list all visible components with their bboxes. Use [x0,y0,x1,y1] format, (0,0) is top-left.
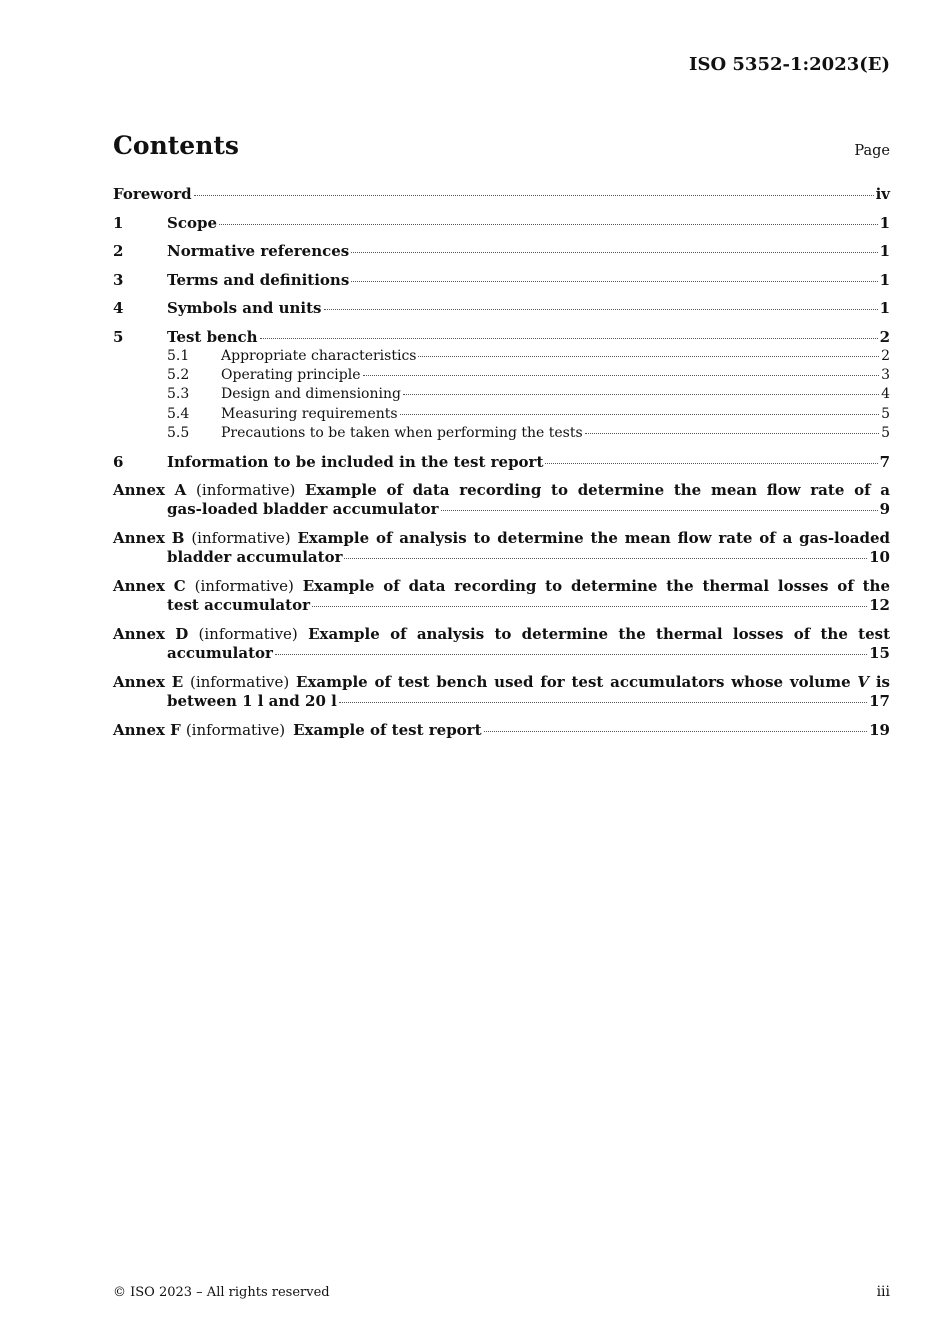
page-number: iii [876,1284,890,1300]
toc-entry-subclause-5-5[interactable] [113,424,890,443]
toc-entry-clause-4[interactable] [113,299,890,318]
annex-heading-line [113,577,890,597]
toc-title: Precautions to be taken when performing the tests [221,425,583,442]
toc-number: 3 [113,270,124,289]
dot-leader [275,654,867,655]
toc-page: 4 [881,386,890,403]
toc-number: 5.3 [167,386,190,403]
toc-entry-subclause-5-1[interactable] [113,347,890,366]
annex-label: Annex B [113,528,185,547]
annex-heading-line [113,721,890,741]
dot-leader [418,356,879,357]
copyright-notice: © ISO 2023 – All rights reserved [113,1285,330,1300]
toc-entry-clause-3[interactable] [113,271,890,290]
dot-leader [194,195,874,196]
annex-title: Example of test report [293,720,482,739]
toc-number: 5.5 [167,425,190,442]
toc-page: 2 [879,327,890,346]
toc-title: Scope [167,213,218,232]
toc-entry-subclause-5-4[interactable] [113,405,890,424]
toc-page: iv [875,185,890,203]
annex-heading-line [113,692,890,712]
toc-title: Appropriate characteristics [221,347,417,364]
toc-page: 15 [869,644,890,663]
dot-leader [219,224,878,225]
toc-page: 12 [869,596,890,615]
toc-entry-foreword[interactable] [113,185,890,204]
toc-entry-clause-1[interactable] [113,214,890,233]
dot-leader [351,252,877,253]
toc-number: 6 [113,452,124,471]
annex-title-continued: between 1 l and 20 l [167,692,337,711]
toc-entry-annex-e[interactable] [113,673,890,712]
toc-page: 17 [869,692,890,711]
toc-title: Symbols and units [167,299,322,317]
page-column-label: Page [854,143,890,159]
toc-title: Normative references [167,242,350,260]
annex-label: Annex C [113,576,186,595]
annex-title-continued: bladder accumulator [167,548,343,567]
annex-type: (informative) [191,528,291,547]
toc-title: Measuring requirements [221,405,398,422]
dot-leader [312,606,867,607]
annex-label: Annex E [113,672,184,691]
annex-type: (informative) [198,624,298,643]
annex-label: Annex D [113,624,189,643]
toc-title: Foreword [113,185,192,203]
toc-entry-annex-d[interactable] [113,625,890,664]
toc-number: 5.4 [167,405,190,422]
toc-entry-clause-6[interactable] [113,453,890,472]
annex-heading-line [113,481,890,501]
toc-page: 19 [869,720,890,739]
toc-number: 5 [113,327,124,346]
toc-page: 10 [869,548,890,567]
toc-entry-annex-b[interactable] [113,529,890,568]
toc-entry-clause-2[interactable] [113,242,890,261]
toc-number: 5.2 [167,366,190,383]
toc-number: 2 [113,242,124,260]
toc-page: 2 [881,347,890,364]
document-identifier: ISO 5352-1:2023(E) [689,54,890,75]
toc-page: 5 [881,405,890,422]
dot-leader [363,375,880,376]
toc-page: 9 [879,500,890,519]
toc-title: Design and dimensioning [221,386,401,403]
dot-leader [260,338,878,339]
toc-entry-annex-c[interactable] [113,577,890,616]
toc-number: 4 [113,299,124,317]
toc-page: 7 [879,452,890,471]
toc-page: 3 [881,366,890,383]
dot-leader [585,433,879,434]
toc-number: 5.1 [167,347,190,364]
annex-label: Annex A [113,480,187,499]
dot-leader [344,558,867,559]
annex-title: Example of test bench used for test accumulators whose volume [296,672,851,691]
annex-title: Example of data recording to determine the mean flow rate of a [305,480,890,499]
dot-leader [351,281,877,282]
annex-type: (informative) [189,672,290,691]
annex-heading-line [113,500,890,520]
toc-entry-subclause-5-3[interactable] [113,385,890,404]
toc-page: 1 [879,213,890,232]
annex-title-continued: accumulator [167,644,273,663]
toc-page: 5 [881,425,890,442]
volume-variable: V [857,672,870,691]
annex-heading-line [113,625,890,645]
annex-title-continued: gas-loaded bladder accumulator [167,500,439,519]
toc-entry-clause-5[interactable] [113,328,890,347]
annex-heading-line [113,673,890,693]
toc-title: Terms and definitions [167,270,350,289]
annex-type: (informative) [194,576,294,595]
table-of-contents [113,185,890,740]
toc-title: Test bench [167,327,258,346]
annex-title-suffix: is [875,672,890,691]
toc-entry-annex-f[interactable] [113,721,890,741]
annex-heading-line [113,596,890,616]
dot-leader [324,309,878,310]
annex-heading-line [113,644,890,664]
annex-heading-line [113,548,890,568]
annex-title: Example of analysis to determine the mean flow rate of a gas-loaded [297,528,890,547]
dot-leader [400,414,880,415]
toc-entry-annex-a[interactable] [113,481,890,520]
annex-title-continued: test accumulator [167,596,310,615]
toc-number: 1 [113,213,124,232]
contents-heading: Contents [113,131,240,160]
annex-title: Example of analysis to determine the thermal losses of the test [308,624,890,643]
annex-title: Example of data recording to determine the thermal losses of the [302,576,890,595]
annex-type: (informative) [196,480,296,499]
toc-page: 1 [879,242,890,260]
toc-title: Information to be included in the test report [167,452,544,471]
toc-entry-subclause-5-2[interactable] [113,366,890,385]
dot-leader [339,702,867,703]
toc-page: 1 [879,299,890,317]
dot-leader [545,463,877,464]
dot-leader [441,510,878,511]
toc-page: 1 [879,270,890,289]
toc-title: Operating principle [221,366,361,383]
dot-leader [484,731,868,732]
dot-leader [403,394,879,395]
annex-label: Annex F [113,720,181,739]
annex-heading-line [113,529,890,549]
annex-type: (informative) [185,720,286,739]
